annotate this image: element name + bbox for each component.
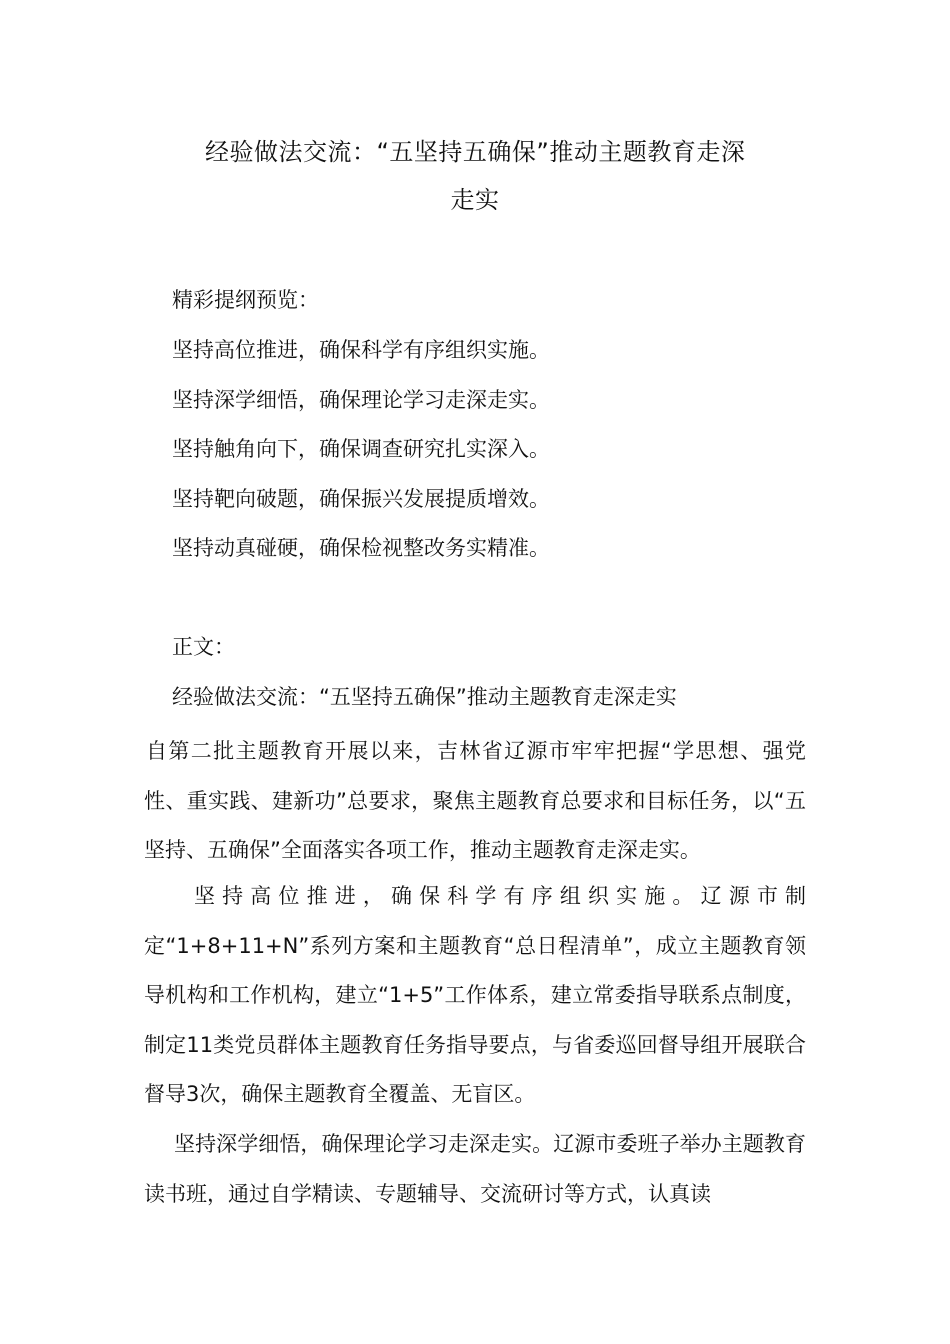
outline-item: 坚持触角向下，确保调查研究扎实深入。 [172, 437, 550, 461]
outline-item: 坚持靶向破题，确保振兴发展提质增效。 [172, 487, 550, 511]
body-label: 正文： [172, 635, 235, 659]
outline-label: 精彩提纲预览： [172, 288, 319, 312]
body-paragraph: 自第二批主题教育开展以来，吉林省辽源市牢牢把握“学思想、强党性、重实践、建新功”总要求，聚焦主题教育总要求和目标任务，以“五坚持、五确保”全面落实各项工作，推动主题教育走深走实。 [144, 739, 806, 863]
body-heading: 经验做法交流：“五坚持五确保”推动主题教育走深走实 [172, 685, 677, 709]
outline-item: 坚持动真碰硬，确保检视整改务实精准。 [172, 536, 550, 560]
outline-item: 坚持深学细悟，确保理论学习走深走实。 [172, 388, 550, 412]
body-paragraph: 坚持深学细悟，确保理论学习走深走实。辽源市委班子举办主题教育读书班，通过自学精读、专题辅导、交流研讨等方式，认真读 [144, 1132, 806, 1206]
document-title-line-1: 经验做法交流：“五坚持五确保”推动主题教育走深 [205, 138, 746, 166]
body-paragraph: 坚持高位推进，确保科学有序组织实施。辽源市制定“1+8+11+N”系列方案和主题教育“总日程清单”，成立主题教育领导机构和工作机构，建立“1+5”工作体系，建立常委指导联系点制度，制定11类党员群体主题教育任务指导要点，与省委巡回督导组开展联合督导3次，确保主题教育全覆盖、无盲区。 [144, 884, 806, 1107]
document-title-line-2: 走实 [450, 186, 500, 214]
outline-item: 坚持高位推进，确保科学有序组织实施。 [172, 338, 550, 362]
